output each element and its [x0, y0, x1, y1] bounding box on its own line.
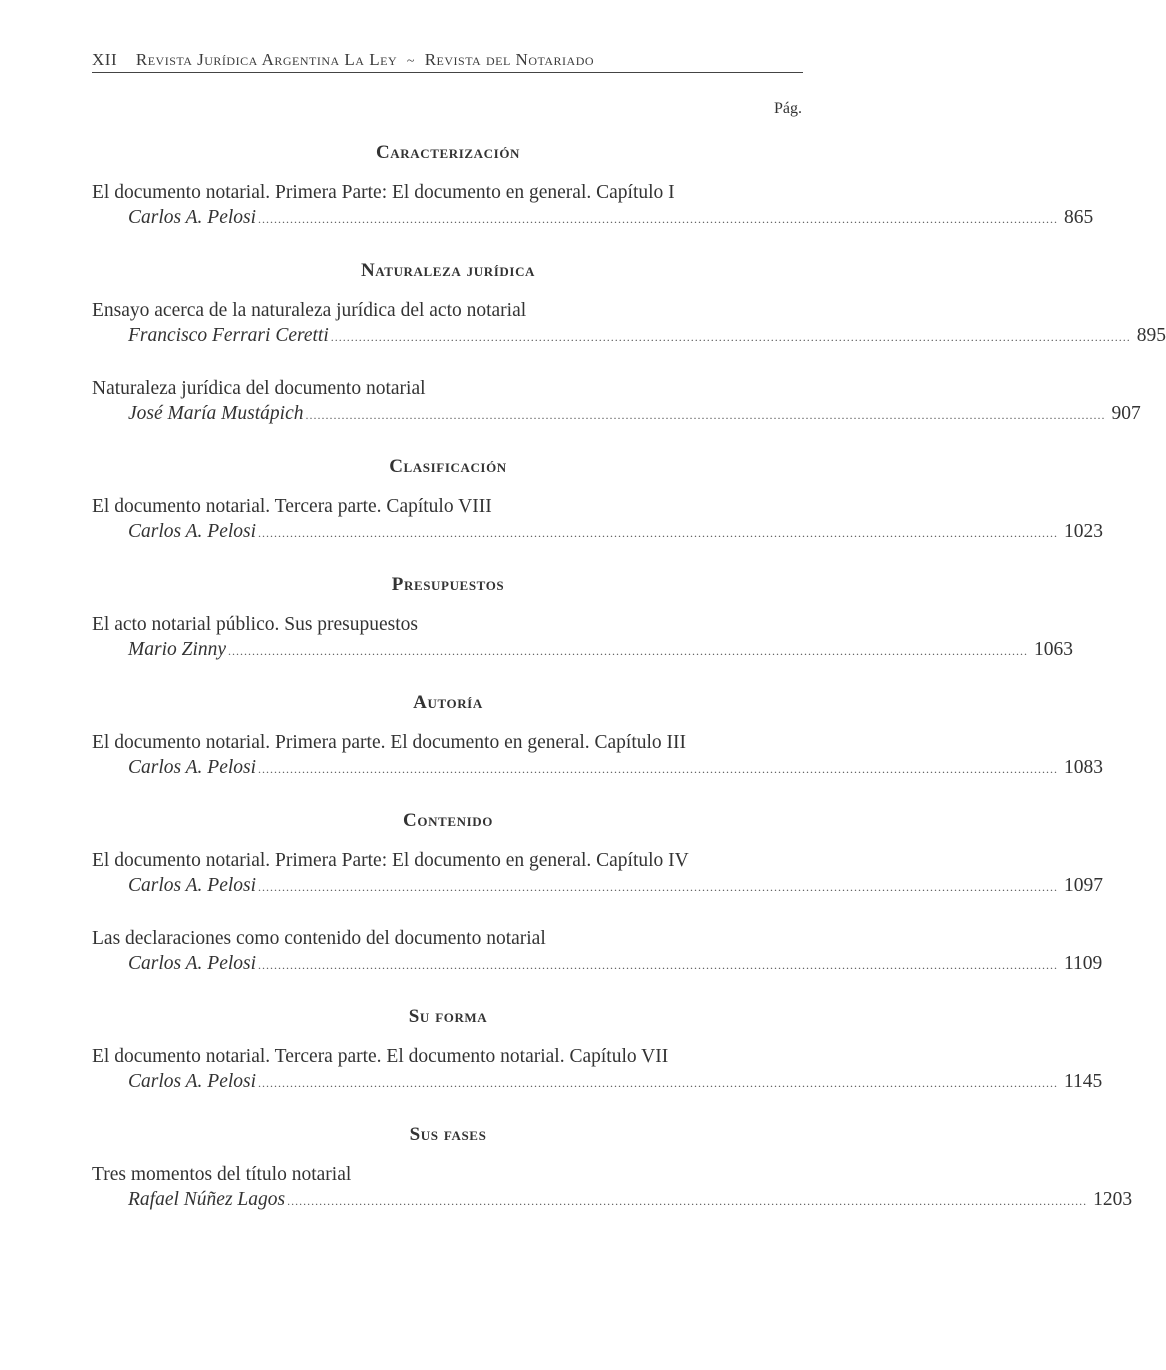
entry-title: Naturaleza jurídica del documento notarial: [92, 378, 426, 399]
entry-page-number: 907: [1111, 403, 1141, 424]
section-heading: Su forma: [408, 1006, 488, 1027]
page-folio: XII: [92, 50, 118, 69]
page-column-label: Pág.: [774, 100, 802, 117]
entry-author: Carlos A. Pelosi: [128, 1071, 257, 1092]
section-heading: Naturaleza jurídica: [360, 260, 536, 281]
entry-author-row: [92, 401, 1141, 428]
table-of-contents: [92, 140, 1166, 1240]
tilde-separator: ~: [406, 54, 415, 69]
entry-author: Carlos A. Pelosi: [128, 875, 257, 896]
entry-page-number: 1109: [1064, 953, 1103, 974]
entry-title: El documento notarial. Primera Parte: El documento en general. Capítulo I: [92, 182, 675, 203]
entry-page-number: 1097: [1064, 875, 1104, 896]
entry-author: Carlos A. Pelosi: [128, 207, 257, 228]
entry-page-number: 895: [1136, 325, 1166, 346]
entry-title: Tres momentos del título notarial: [92, 1164, 352, 1185]
entry-title: El documento notarial. Tercera parte. El documento notarial. Capítulo VII: [92, 1046, 669, 1067]
entry-page-number: 1083: [1064, 757, 1104, 778]
entry-author-row: [92, 873, 1104, 900]
dot-leader: ........................................................................................................................................................................................................: [258, 212, 1059, 226]
entry-author: Carlos A. Pelosi: [128, 953, 257, 974]
entry-page-number: 1063: [1034, 639, 1074, 660]
toc-section: [92, 572, 1074, 664]
toc-entry: [92, 1162, 1133, 1214]
entry-author-row: [92, 637, 1074, 664]
dot-leader: ........................................................................................................................................................................................................: [330, 330, 1131, 344]
entry-author: Carlos A. Pelosi: [128, 521, 257, 542]
entry-author-row: [92, 205, 1094, 232]
toc-entry: [92, 730, 1104, 782]
entry-author-row: [92, 519, 1104, 546]
entry-author: José María Mustápich: [128, 403, 304, 424]
dot-leader: ........................................................................................................................................................................................................: [287, 1194, 1088, 1208]
toc-entry: [92, 612, 1074, 664]
entry-page-number: 865: [1064, 207, 1094, 228]
dot-leader: ........................................................................................................................................................................................................: [228, 644, 1029, 658]
toc-entry: [92, 926, 1103, 978]
entry-author: Francisco Ferrari Ceretti: [128, 325, 329, 346]
toc-section: [92, 1122, 1133, 1214]
entry-title: El acto notarial público. Sus presupuestos: [92, 614, 419, 635]
entry-title: El documento notarial. Primera parte. El documento en general. Capítulo III: [92, 732, 687, 753]
dot-leader: ........................................................................................................................................................................................................: [305, 408, 1106, 422]
toc-entry: [92, 298, 1166, 350]
entry-title: El documento notarial. Primera Parte: El documento en general. Capítulo IV: [92, 850, 689, 871]
dot-leader: ........................................................................................................................................................................................................: [258, 958, 1059, 972]
entry-title: Ensayo acerca de la naturaleza jurídica del acto notarial: [92, 300, 527, 321]
dot-leader: ........................................................................................................................................................................................................: [258, 526, 1059, 540]
toc-section: [92, 1004, 1103, 1096]
dot-leader: ........................................................................................................................................................................................................: [258, 880, 1059, 894]
section-heading: Clasificación: [389, 456, 507, 477]
journal-title-right: Revista del Notariado: [424, 50, 595, 69]
entry-author-row: [92, 951, 1103, 978]
toc-entry: [92, 848, 1104, 900]
dot-leader: ........................................................................................................................................................................................................: [258, 762, 1059, 776]
entry-page-number: 1023: [1064, 521, 1104, 542]
entry-title: Las declaraciones como contenido del documento notarial: [92, 928, 546, 949]
toc-section: [92, 140, 1094, 232]
entry-page-number: 1203: [1093, 1189, 1133, 1210]
entry-page-number: 1145: [1064, 1071, 1103, 1092]
section-heading: Autoría: [413, 692, 483, 713]
toc-entry: [92, 1044, 1103, 1096]
entry-title: El documento notarial. Tercera parte. Capítulo VIII: [92, 496, 492, 517]
entry-author: Rafael Núñez Lagos: [128, 1189, 286, 1210]
toc-entry: [92, 376, 1141, 428]
entry-author-row: [92, 1069, 1103, 1096]
section-heading: Presupuestos: [391, 574, 505, 595]
section-heading: Caracterización: [375, 142, 521, 163]
entry-author: Mario Zinny: [128, 639, 227, 660]
entry-author-row: [92, 755, 1104, 782]
journal-title-left: Revista Jurídica Argentina La Ley: [135, 50, 398, 69]
entry-author-row: [92, 1187, 1133, 1214]
toc-section: [92, 258, 1166, 428]
toc-entry: [92, 180, 1094, 232]
section-heading: Sus fases: [409, 1124, 487, 1145]
dot-leader: ........................................................................................................................................................................................................: [258, 1076, 1059, 1090]
entry-author: Carlos A. Pelosi: [128, 757, 257, 778]
header-rule: [92, 72, 803, 73]
running-head: [92, 50, 802, 70]
toc-section: [92, 454, 1104, 546]
section-heading: Contenido: [403, 810, 493, 831]
entry-author-row: [92, 323, 1166, 350]
toc-section: [92, 690, 1104, 782]
toc-entry: [92, 494, 1104, 546]
toc-section: [92, 808, 1104, 978]
